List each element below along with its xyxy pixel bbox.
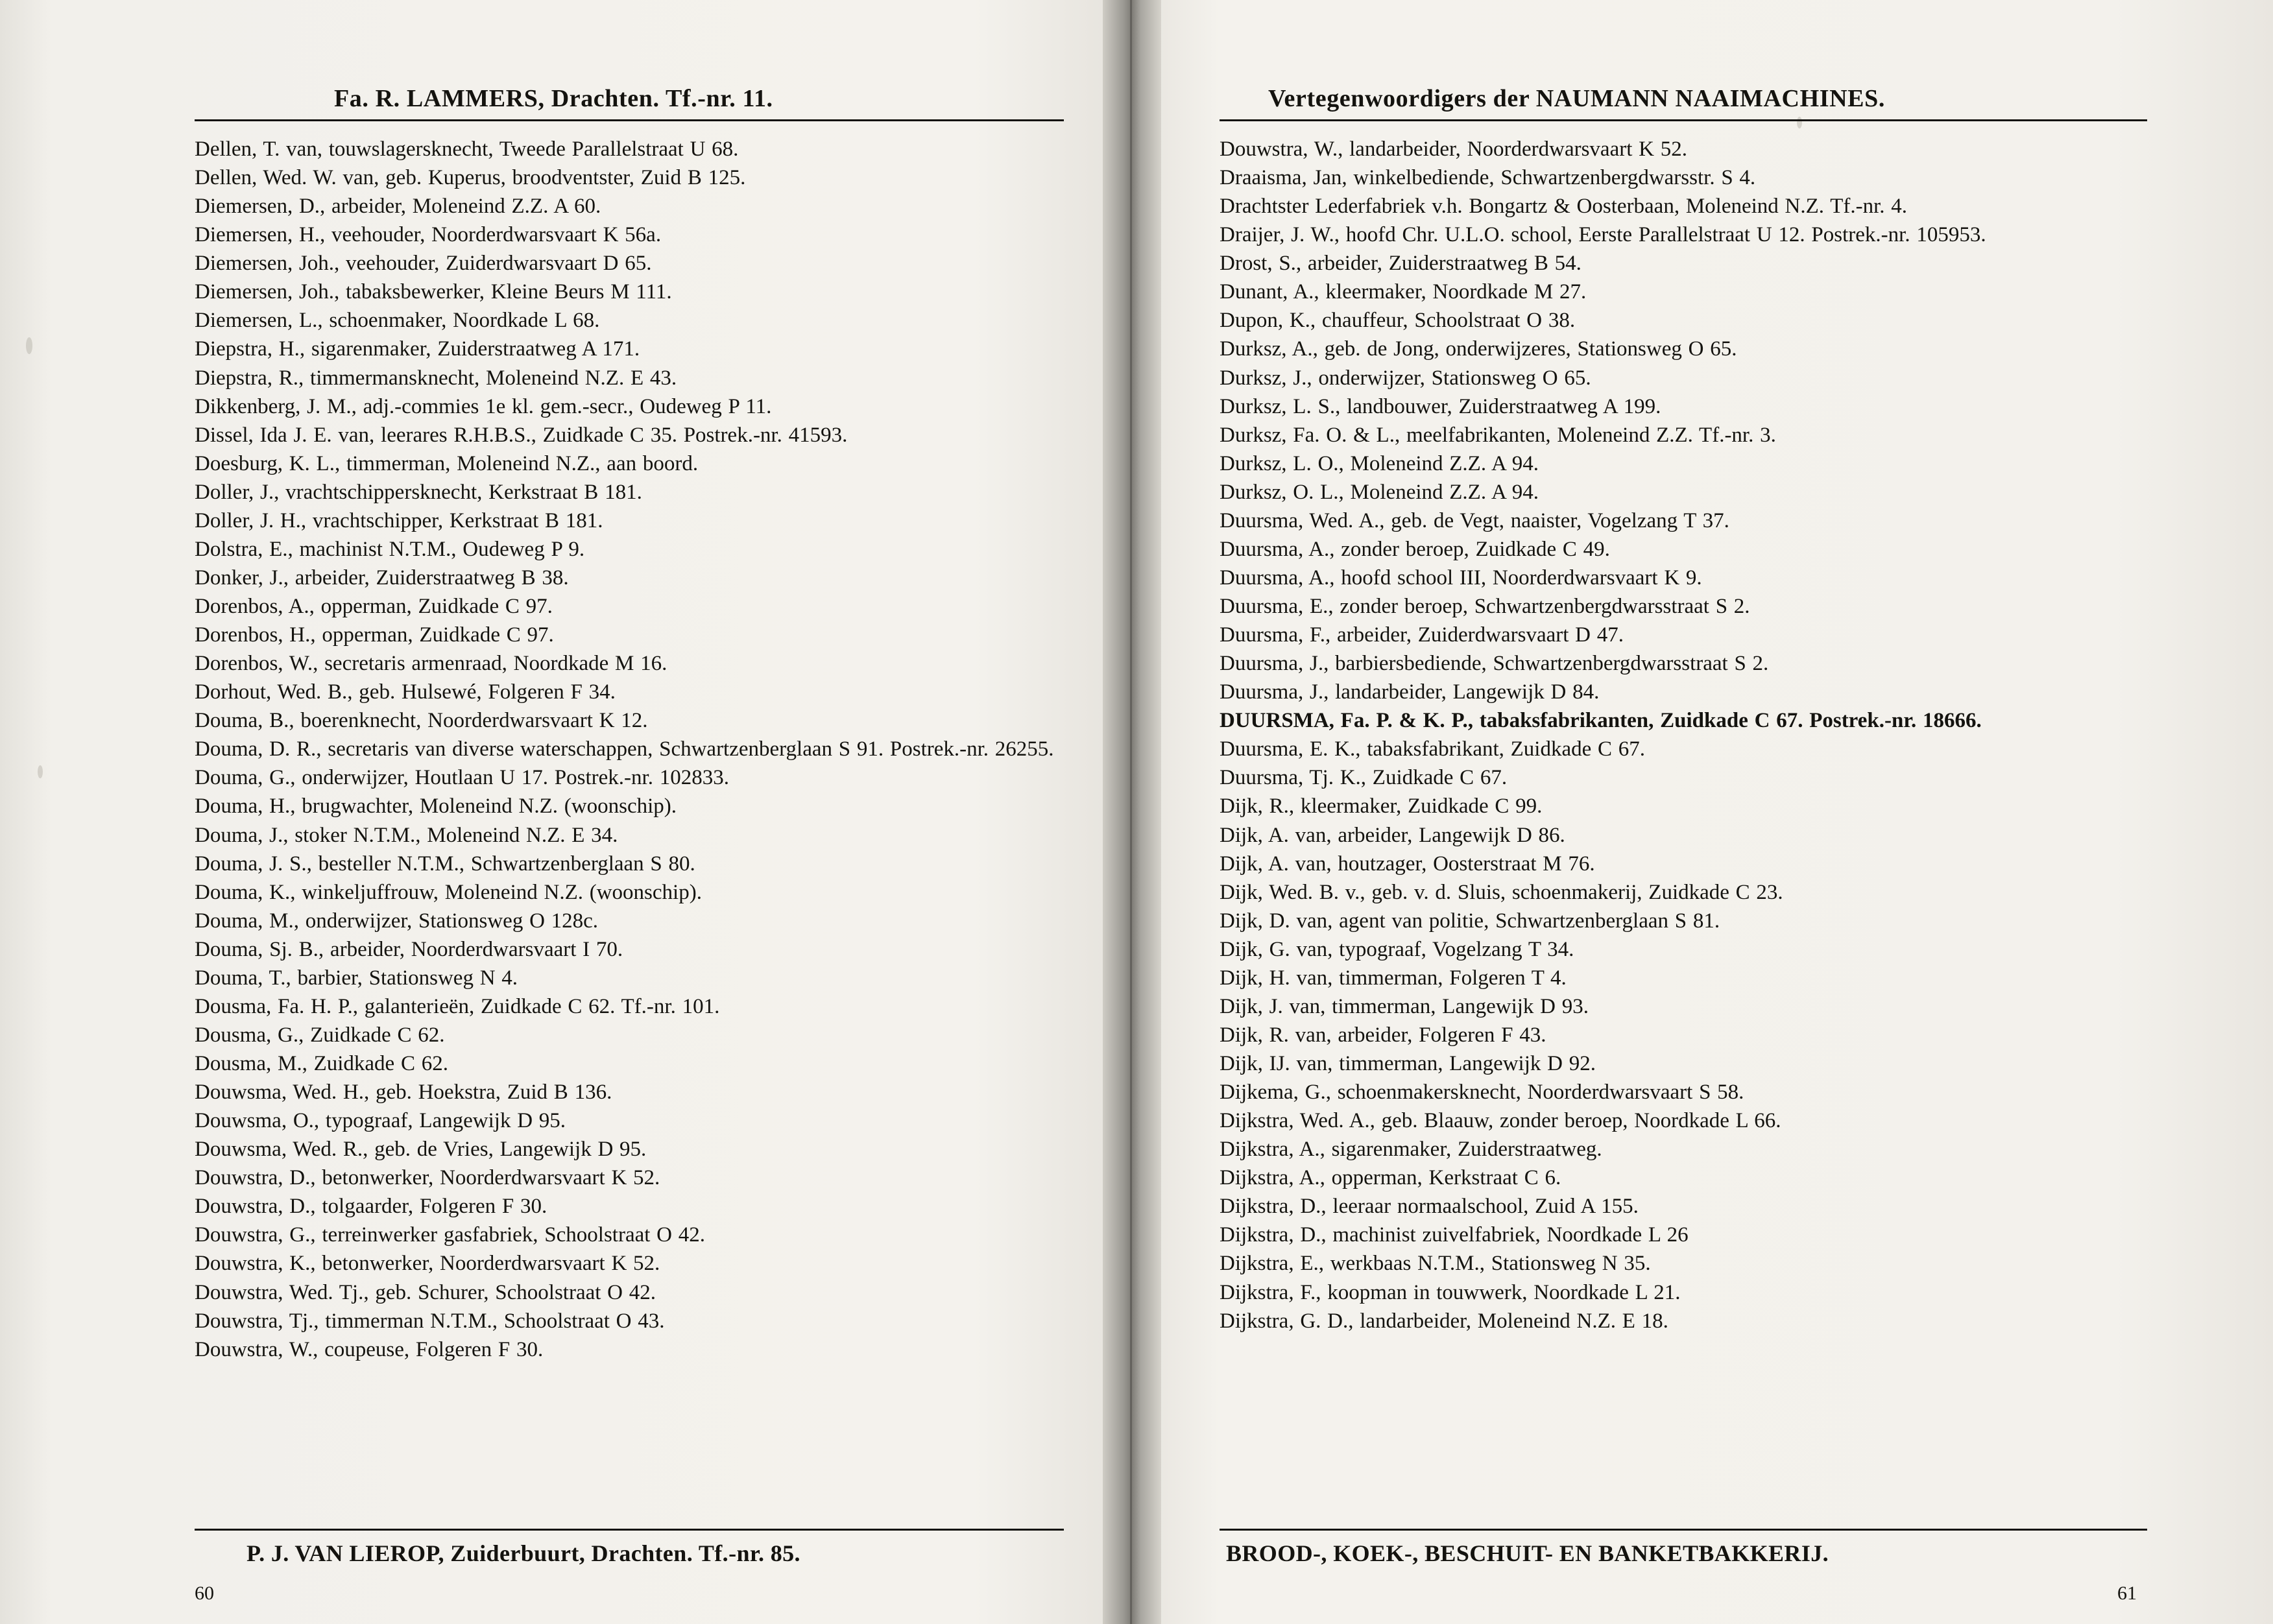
directory-entry: Duursma, A., zonder beroep, Zuidkade C 49. <box>1220 537 1610 561</box>
directory-entry: Douma, M., onderwijzer, Stationsweg O 128c. <box>195 909 599 933</box>
directory-entry: DUURSMA, Fa. P. & K. P., tabaksfabrikanten, Zuidkade C 67. Postrek.-nr. 18666. <box>1220 709 1982 733</box>
directory-entry: Douma, Sj. B., arbeider, Noorderdwarsvaart I 70. <box>195 937 623 961</box>
right-header-rule <box>1220 119 2147 121</box>
directory-entry: Diemersen, H., veehouder, Noorderdwarsvaart K 56a. <box>195 223 662 247</box>
directory-entry: Douma, J., stoker N.T.M., Moleneind N.Z. E 34. <box>195 823 618 847</box>
left-page-header: Fa. R. LAMMERS, Drachten. Tf.-nr. 11. <box>334 85 773 112</box>
directory-entry: Douma, D. R., secretaris van diverse waterschappen, Schwartzenberglaan S 91. Postrek.-nr. 26255. <box>195 737 1054 761</box>
directory-entry: Dijkstra, A., sigarenmaker, Zuiderstraatweg. <box>1220 1138 1602 1162</box>
paper-speck <box>38 765 43 778</box>
right-page-number: 61 <box>2117 1582 2137 1604</box>
directory-entry: Douwstra, W., coupeuse, Folgeren F 30. <box>195 1337 544 1361</box>
directory-entry: Dellen, T. van, touwslagersknecht, Tweede Parallelstraat U 68. <box>195 137 739 161</box>
gutter-shadow-line <box>1130 0 1132 1624</box>
directory-entry: Dissel, Ida J. E. van, leerares R.H.B.S., Zuidkade C 35. Postrek.-nr. 41593. <box>195 423 848 447</box>
directory-entry: Durksz, L. S., landbouwer, Zuiderstraatweg A 199. <box>1220 394 1661 418</box>
directory-entry: Douwstra, Tj., timmerman N.T.M., Schoolstraat O 43. <box>195 1309 665 1333</box>
left-page-footer <box>195 1520 1064 1567</box>
left-page-column <box>195 84 1064 1365</box>
book-gutter <box>1103 0 1161 1624</box>
directory-entry: Durksz, L. O., Moleneind Z.Z. A 94. <box>1220 451 1539 475</box>
directory-entry: Duursma, Tj. K., Zuidkade C 67. <box>1220 766 1508 790</box>
directory-entry: Draaisma, Jan, winkelbediende, Schwartzenbergdwarsstr. S 4. <box>1220 166 1756 190</box>
paper-speck <box>26 337 32 354</box>
directory-entry: Drachtster Lederfabriek v.h. Bongartz & Oosterbaan, Moleneind N.Z. Tf.-nr. 4. <box>1220 195 1907 219</box>
directory-entry: Douwstra, Wed. Tj., geb. Schurer, Schoolstraat O 42. <box>195 1280 656 1304</box>
directory-entry: Durksz, J., onderwijzer, Stationsweg O 65. <box>1220 366 1591 390</box>
directory-entry: Dorenbos, H., opperman, Zuidkade C 97. <box>195 623 554 647</box>
directory-entry: Dijkstra, F., koopman in touwwerk, Noordkade L 21. <box>1220 1280 1681 1304</box>
directory-entry: Douwsma, Wed. R., geb. de Vries, Langewijk D 95. <box>195 1138 647 1162</box>
directory-entry: Dijk, J. van, timmerman, Langewijk D 93. <box>1220 994 1589 1018</box>
directory-entry: Dijk, A. van, houtzager, Oosterstraat M 76. <box>1220 852 1595 876</box>
directory-entry: Diepstra, H., sigarenmaker, Zuiderstraatweg A 171. <box>195 337 640 361</box>
directory-entry: Duursma, J., barbiersbediende, Schwartzenbergdwarsstraat S 2. <box>1220 652 1769 676</box>
left-page-number: 60 <box>195 1582 214 1604</box>
right-page-column <box>1220 84 2147 1336</box>
directory-entry: Dijk, G. van, typograaf, Vogelzang T 34. <box>1220 937 1574 961</box>
directory-entry: Dijk, Wed. B. v., geb. v. d. Sluis, schoenmakerij, Zuidkade C 23. <box>1220 880 1783 904</box>
left-footer-rule <box>195 1529 1064 1531</box>
directory-entry: Dellen, Wed. W. van, geb. Kuperus, broodventster, Zuid B 125. <box>195 166 746 190</box>
directory-entry: Dikkenberg, J. M., adj.-commies 1e kl. gem.-secr., Oudeweg P 11. <box>195 394 772 418</box>
directory-entry: Douwsma, Wed. H., geb. Hoekstra, Zuid B 136. <box>195 1081 612 1105</box>
directory-entry: Dijk, R. van, arbeider, Folgeren F 43. <box>1220 1023 1546 1047</box>
directory-entry: Dijkstra, D., leeraar normaalschool, Zuid A 155. <box>1220 1195 1639 1219</box>
directory-entry: Douma, G., onderwijzer, Houtlaan U 17. Postrek.-nr. 102833. <box>195 766 729 790</box>
left-footer-advert: P. J. VAN LIEROP, Zuiderbuurt, Drachten. Tf.-nr. 85. <box>247 1540 800 1566</box>
directory-entry: Dijkstra, E., werkbaas N.T.M., Stationsweg N 35. <box>1220 1252 1651 1276</box>
directory-entry: Diemersen, L., schoenmaker, Noordkade L 68. <box>195 309 600 333</box>
directory-entry: Dijkstra, A., opperman, Kerkstraat C 6. <box>1220 1166 1561 1190</box>
directory-entry: Duursma, A., hoofd school III, Noorderdwarsvaart K 9. <box>1220 566 1702 590</box>
directory-entry: Dousma, G., Zuidkade C 62. <box>195 1023 445 1047</box>
right-page-footer <box>1220 1520 2147 1567</box>
directory-entry: Doller, J., vrachtschippersknecht, Kerkstraat B 181. <box>195 480 642 504</box>
directory-entry: Dijk, R., kleermaker, Zuidkade C 99. <box>1220 794 1543 818</box>
directory-entry: Duursma, F., arbeider, Zuiderdwarsvaart D 47. <box>1220 623 1624 647</box>
directory-entry: Dijk, H. van, timmerman, Folgeren T 4. <box>1220 966 1567 990</box>
directory-entry: Dijkstra, G. D., landarbeider, Moleneind N.Z. E 18. <box>1220 1309 1668 1333</box>
directory-entry: Douma, T., barbier, Stationsweg N 4. <box>195 966 518 990</box>
directory-entry: Douwstra, D., tolgaarder, Folgeren F 30. <box>195 1195 547 1219</box>
directory-entry: Dijk, IJ. van, timmerman, Langewijk D 92. <box>1220 1052 1596 1075</box>
directory-entry: Dijk, D. van, agent van politie, Schwartzenberglaan S 81. <box>1220 909 1720 933</box>
directory-entry: Duursma, Wed. A., geb. de Vegt, naaister, Vogelzang T 37. <box>1220 508 1729 532</box>
directory-entry: Duursma, E., zonder beroep, Schwartzenbergdwarsstraat S 2. <box>1220 595 1750 618</box>
directory-entry: Duursma, E. K., tabaksfabrikant, Zuidkade C 67. <box>1220 737 1646 761</box>
directory-entry: Dorenbos, W., secretaris armenraad, Noordkade M 16. <box>195 652 667 676</box>
left-header-rule <box>195 119 1064 121</box>
directory-entry: Draijer, J. W., hoofd Chr. U.L.O. school, Eerste Parallelstraat U 12. Postrek.-nr. 105953. <box>1220 223 1986 247</box>
directory-entry: Diepstra, R., timmermansknecht, Moleneind N.Z. E 43. <box>195 366 677 390</box>
directory-entry: Douwstra, K., betonwerker, Noorderdwarsvaart K 52. <box>195 1252 660 1276</box>
directory-entry: Dijkstra, Wed. A., geb. Blaauw, zonder beroep, Noordkade L 66. <box>1220 1109 1781 1133</box>
directory-entry: Dousma, Fa. H. P., galanterieën, Zuidkade C 62. Tf.-nr. 101. <box>195 994 720 1018</box>
directory-entry: Dorhout, Wed. B., geb. Hulsewé, Folgeren F 34. <box>195 680 616 704</box>
directory-entry: Doller, J. H., vrachtschipper, Kerkstraat B 181. <box>195 508 603 532</box>
right-directory-entry-list <box>1220 136 2147 1335</box>
directory-entry: Dunant, A., kleermaker, Noordkade M 27. <box>1220 280 1587 304</box>
directory-entry: Douwstra, W., landarbeider, Noorderdwarsvaart K 52. <box>1220 137 1687 161</box>
right-footer-advert: BROOD-, KOEK-, BESCHUIT- EN BANKETBAKKERIJ. <box>1226 1540 1829 1566</box>
directory-entry: Dijkstra, D., machinist zuivelfabriek, Noordkade L 26 <box>1220 1223 1689 1247</box>
directory-entry: Doesburg, K. L., timmerman, Moleneind N.Z., aan boord. <box>195 451 699 475</box>
directory-entry: Dorenbos, A., opperman, Zuidkade C 97. <box>195 595 553 618</box>
directory-entry: Diemersen, Joh., veehouder, Zuiderdwarsvaart D 65. <box>195 252 652 276</box>
directory-entry: Duursma, J., landarbeider, Langewijk D 84. <box>1220 680 1600 704</box>
directory-entry: Drost, S., arbeider, Zuiderstraatweg B 54. <box>1220 252 1581 276</box>
left-directory-entry-list <box>195 136 1064 1364</box>
directory-entry: Dousma, M., Zuidkade C 62. <box>195 1052 448 1075</box>
directory-entry: Douwstra, G., terreinwerker gasfabriek, Schoolstraat O 42. <box>195 1223 705 1247</box>
directory-entry: Dolstra, E., machinist N.T.M., Oudeweg P 9. <box>195 537 585 561</box>
directory-entry: Douma, K., winkeljuffrouw, Moleneind N.Z. (woonschip). <box>195 880 702 904</box>
directory-entry: Douma, H., brugwachter, Moleneind N.Z. (woonschip). <box>195 794 677 818</box>
directory-entry: Douwsma, O., typograaf, Langewijk D 95. <box>195 1109 566 1133</box>
directory-entry: Durksz, A., geb. de Jong, onderwijzeres, Stationsweg O 65. <box>1220 337 1737 361</box>
directory-entry: Douwstra, D., betonwerker, Noorderdwarsvaart K 52. <box>195 1166 660 1190</box>
directory-entry: Douma, J. S., besteller N.T.M., Schwartzenberglaan S 80. <box>195 852 695 876</box>
directory-entry: Douma, B., boerenknecht, Noorderdwarsvaart K 12. <box>195 709 648 733</box>
directory-entry: Dijkema, G., schoenmakersknecht, Noorderdwarsvaart S 58. <box>1220 1081 1744 1105</box>
directory-entry: Donker, J., arbeider, Zuiderstraatweg B 38. <box>195 566 569 590</box>
directory-entry: Diemersen, Joh., tabaksbewerker, Kleine Beurs M 111. <box>195 280 672 304</box>
directory-entry: Durksz, Fa. O. & L., meelfabrikanten, Moleneind Z.Z. Tf.-nr. 3. <box>1220 423 1776 447</box>
right-footer-rule <box>1220 1529 2147 1531</box>
directory-entry: Durksz, O. L., Moleneind Z.Z. A 94. <box>1220 480 1539 504</box>
directory-entry: Dijk, A. van, arbeider, Langewijk D 86. <box>1220 823 1565 847</box>
directory-entry: Dupon, K., chauffeur, Schoolstraat O 38. <box>1220 309 1576 333</box>
directory-entry: Diemersen, D., arbeider, Moleneind Z.Z. A 60. <box>195 195 601 219</box>
right-page-header: Vertegenwoordigers der NAUMANN NAAIMACHINES. <box>1268 85 1885 112</box>
